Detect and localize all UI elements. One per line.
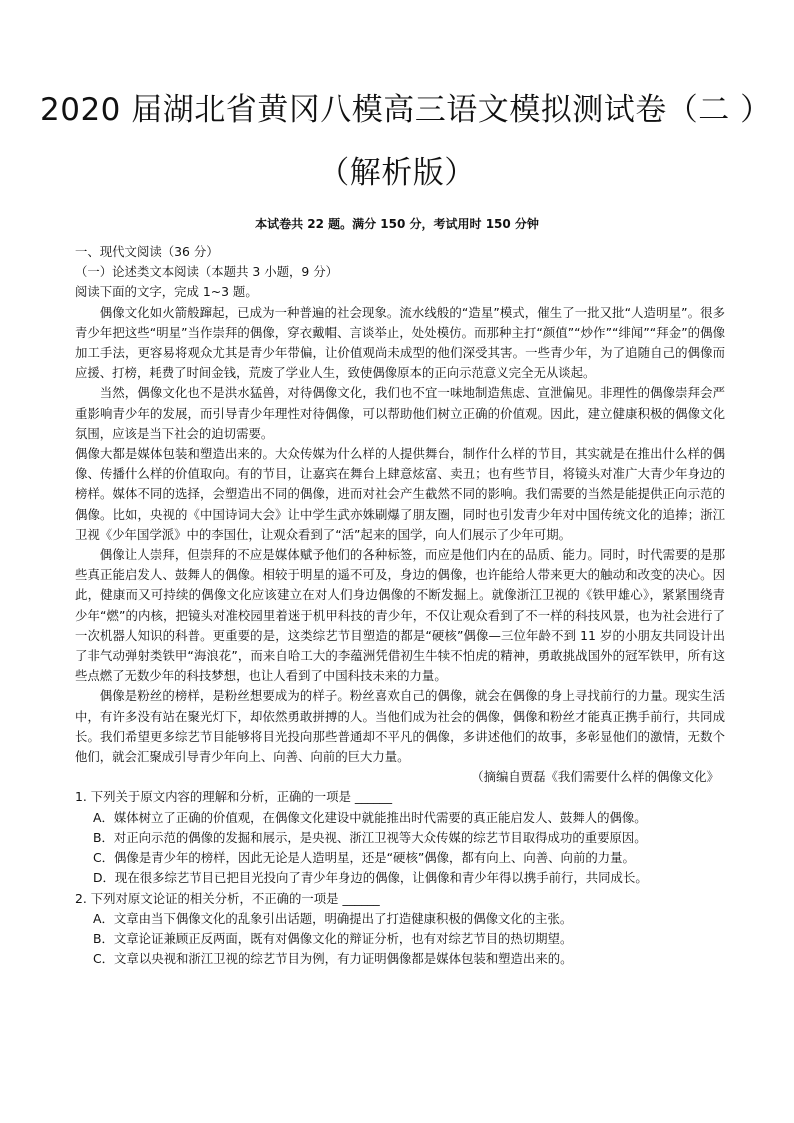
question-option: A．文章由当下偶像文化的乱象引出话题，明确提出了打造健康积极的偶像文化的主张。 bbox=[93, 910, 573, 926]
question-option: A．媒体树立了正确的价值观，在偶像文化建设中就能推出时代需要的真正能启发人、鼓舞人的偶像。 bbox=[93, 809, 647, 825]
passage-paragraph: 偶像让人崇拜，但崇拜的不应是媒体赋予他们的各种标签，而应是他们内在的品质、能力。同时，时代需要的是那些真正能启发人、鼓舞人的偶像。相较于明星的遥不可及，身边的偶像，也许能给人带来更大的触动和改变的决心。因此，健康而又可持续的偶像文化应该建立在对人们身边偶像的不断发掘上。就像浙江卫视的《铁甲雄心》，紧紧围绕青少年“燃”的内核，把镜头对准校园里着迷于机甲科技的青少年，不仅让观众看到了不一样的科技风景，也为社会进行了一次机器人知识的科普。更重要的是，这类综艺节目塑造的都是“硬核”偶像—三位年龄不到 11 岁的小朋友共同设计出了非气动弹射类铁甲“海浪花”，而来自哈工大的李蕴洲凭借初生牛犊不怕虎的精神，勇敢挑战国外的冠军铁甲，所有这些点燃了无数少年的科技梦想，也让人看到了中国科技未来的力量。 bbox=[75, 547, 725, 684]
passage-paragraph: 当然，偶像文化也不是洪水猛兽，对待偶像文化，我们也不宜一味地制造焦虑、宣泄偏见。非理性的偶像崇拜会严重影响青少年的发展，而引导青少年理性对待偶像，可以帮助他们树立正确的价值观。因此，建立健康积极的偶像文化氛围，应该是当下社会的迫切需要。 bbox=[75, 385, 725, 441]
reading-instruction: 阅读下面的文字，完成 1~3 题。 bbox=[75, 284, 258, 300]
question-option: C．文章以央视和浙江卫视的综艺节目为例，有力证明偶像都是媒体包装和塑造出来的。 bbox=[93, 951, 573, 967]
passage-paragraph: 偶像是粉丝的榜样，是粉丝想要成为的样子。粉丝喜欢自己的偶像，就会在偶像的身上寻找前行的力量。现实生活中，有许多没有站在聚光灯下，却依然勇敢拼搏的人。当他们成为社会的偶像，偶像和粉丝才能真正携手前行，共同成长。我们希望更多综艺节目能够将目光投向那些普通却不平凡的偶像，多讲述他们的故事，多彰显他们的激情，无数个他们，就会汇聚成引导青少年向上、向善、向前的巨大力量。 bbox=[75, 688, 725, 765]
exam-subtitle: （解析版） bbox=[318, 155, 476, 191]
exam-info: 本试卷共 22 题。满分 150 分，考试用时 150 分钟 bbox=[255, 217, 539, 231]
section-heading: 一、现代文阅读（36 分） bbox=[75, 244, 219, 259]
question-option: D．现在很多综艺节目已把目光投向了青少年身边的偶像，让偶像和青少年得以携手前行，共同成长。 bbox=[93, 870, 648, 886]
question-option: B．对正向示范的偶像的发掘和展示，是央视、浙江卫视等大众传媒的综艺节目取得成功的重要原因。 bbox=[93, 829, 647, 845]
subsection-heading: （一）论述类文本阅读（本题共 3 小题，9 分） bbox=[75, 264, 339, 280]
question-stem: 2. 下列对原文论证的相关分析，不正确的一项是 ______ bbox=[75, 890, 380, 906]
exam-body bbox=[75, 242, 725, 969]
question-stem: 1. 下列关于原文内容的理解和分析，正确的一项是 ______ bbox=[75, 789, 393, 805]
question-option: B．文章论证兼顾正反两面，既有对偶像文化的辩证分析，也有对综艺节目的热切期望。 bbox=[93, 930, 573, 946]
passage-source: （摘编自贾磊《我们需要什么样的偶像文化》 bbox=[471, 769, 719, 785]
question-option: C．偶像是青少年的榜样，因此无论是人造明星，还是“硬核”偶像，都有向上、向善、向前的力量。 bbox=[93, 850, 635, 866]
exam-title: 2020 届湖北省黄冈八模高三语文模拟测试卷（二 ） bbox=[40, 92, 772, 128]
passage-paragraph: 偶像文化如火箭般蹿起，已成为一种普遍的社会现象。流水线般的“造星”模式，催生了一批又批“人造明星”。很多青少年把这些“明星”当作崇拜的偶像，穿衣戴帽、言谈举止，处处模仿。而那种主打“颜值”“炒作”“绯闻”“拜金”的偶像加工手法，更容易将观众尤其是青少年带偏，让价值观尚未成型的他们深受其害。一些青少年，为了追随自己的偶像而应援、打榜，耗费了时间金钱，荒废了学业人生，致使偶像原本的正向示范意义完全无从谈起。 bbox=[75, 304, 725, 381]
passage-paragraph: 偶像大都是媒体包装和塑造出来的。大众传媒为什么样的人提供舞台，制作什么样的节目，其实就是在推出什么样的偶像、传播什么样的价值取向。有的节目，让嘉宾在舞台上肆意炫富、卖丑；也有些节目，将镜头对准广大青少年身边的榜样。媒体不同的选择，会塑造出不同的偶像，进而对社会产生截然不同的影响。我们需要的当然是能提供正向示范的偶像。比如，央视的《中国诗词大会》让中学生武亦姝刷爆了朋友圈，同时也引发青少年对中国传统文化的追捧；浙江卫视《少年国学派》中的李国仕，让观众看到了“活”起来的国学，向人们展示了少年可期。 bbox=[75, 446, 725, 542]
